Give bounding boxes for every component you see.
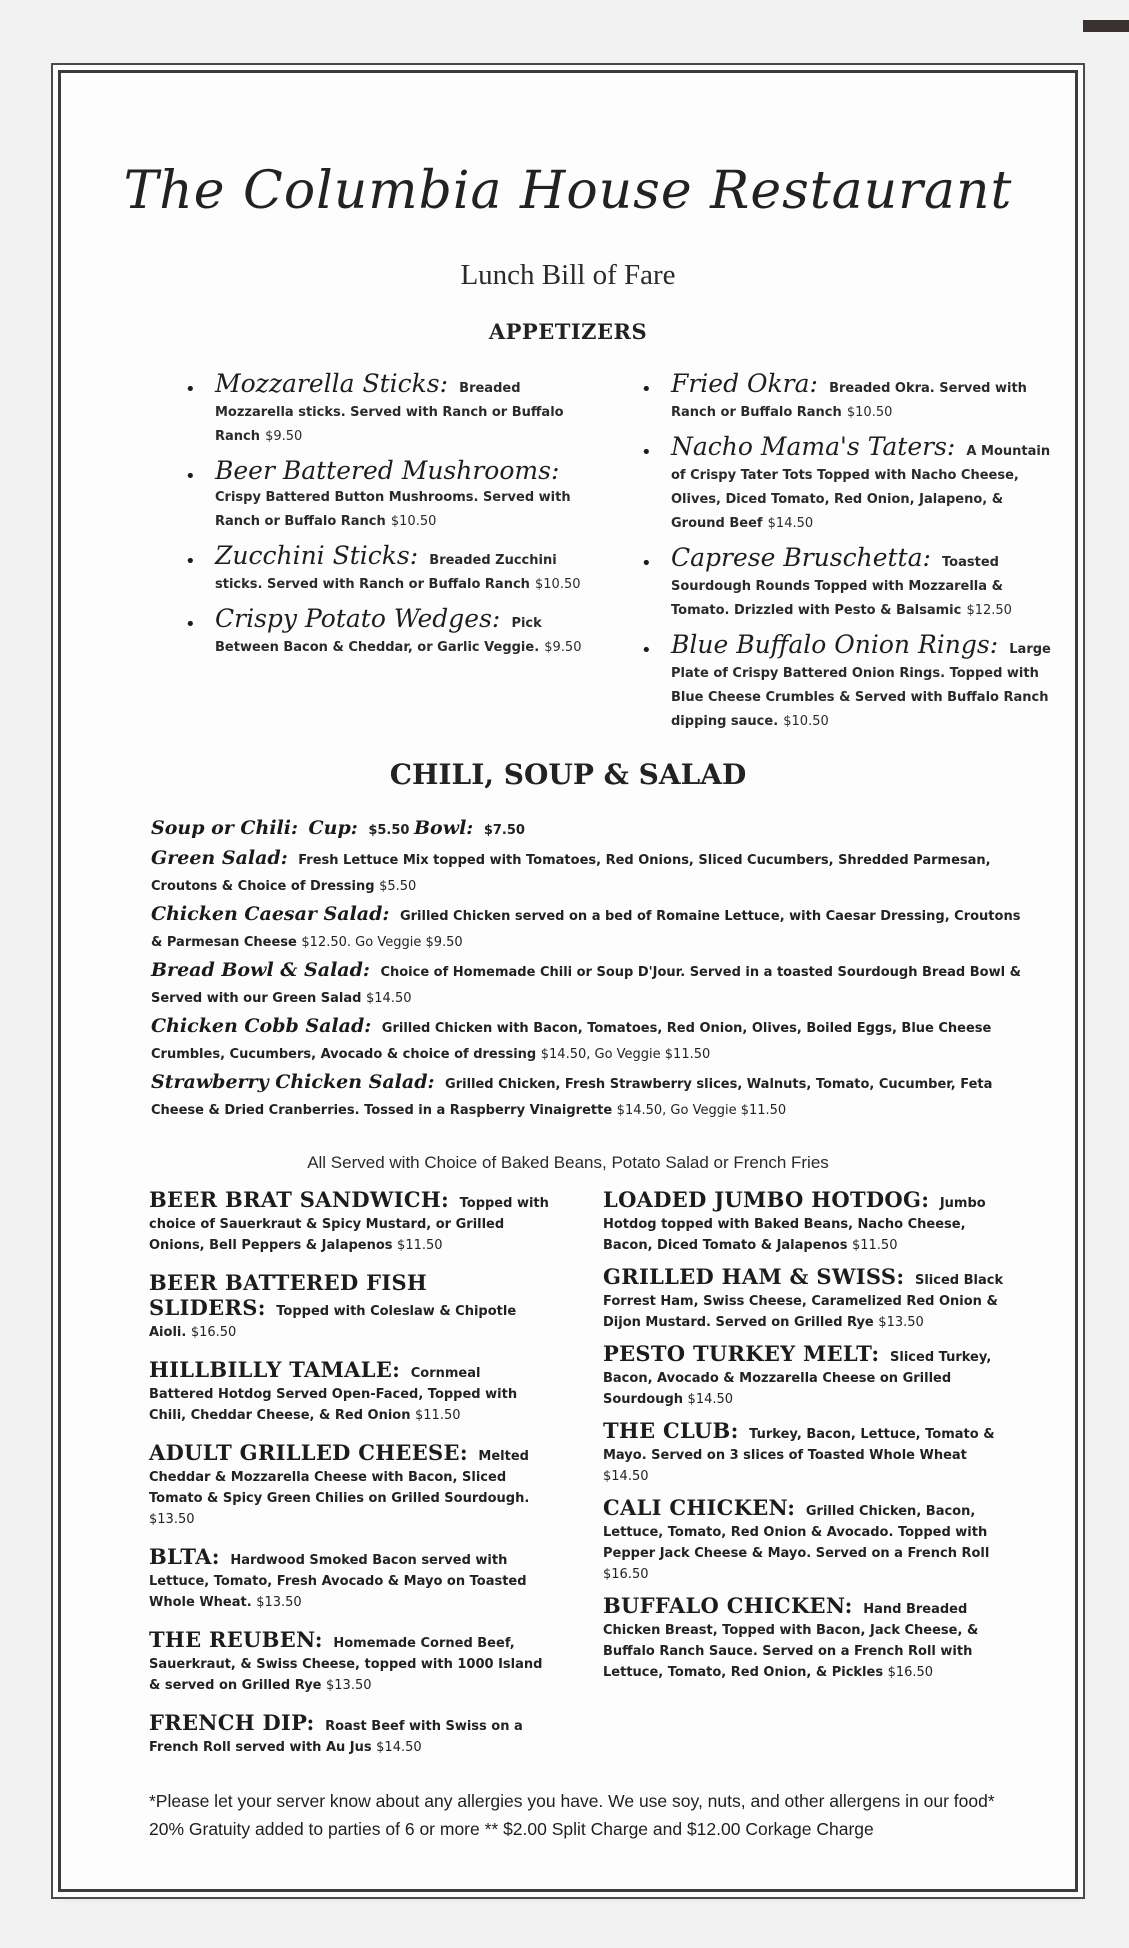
menu-item xyxy=(149,1546,549,1613)
photo-corner-shadow xyxy=(1083,20,1129,32)
menu-item xyxy=(151,845,1031,900)
menu-item xyxy=(149,1442,549,1530)
menu-item xyxy=(641,543,1051,622)
item-price: $13.50 xyxy=(256,1595,302,1610)
bowl-label: Bowl: xyxy=(413,817,474,839)
menu-item xyxy=(603,1266,1013,1333)
item-price: $14.50 xyxy=(376,1740,422,1755)
bullet-icon: • xyxy=(641,640,652,661)
menu-item xyxy=(641,432,1051,535)
item-description: Breaded Zucchini sticks. Served with Ranch or Buffalo Ranch xyxy=(215,553,557,592)
item-name: Blue Buffalo Onion Rings: xyxy=(671,630,999,659)
item-name: Caprese Bruschetta: xyxy=(671,543,931,572)
item-description: Roast Beef with Swiss on a French Roll served with Au Jus xyxy=(149,1719,523,1755)
menu-item xyxy=(185,604,587,659)
item-description: Crispy Battered Button Mushrooms. Served with Ranch or Buffalo Ranch xyxy=(215,490,571,529)
item-description: Grilled Chicken with Bacon, Tomatoes, Red Onion, Olives, Boiled Eggs, Blue Cheese Crumbles, Cucumbers, Avocado & choice of dressing xyxy=(151,1021,992,1062)
item-description: Sliced Black Forrest Ham, Swiss Cheese, Caramelized Red Onion & Dijon Mustard. Served on Grilled Rye xyxy=(603,1273,1004,1330)
item-name: HILLBILLY TAMALE: xyxy=(149,1357,401,1382)
item-description: Breaded Mozzarella sticks. Served with Ranch or Buffalo Ranch xyxy=(215,381,564,444)
item-description: Cornmeal Battered Hotdog Served Open-Faced, Topped with Chili, Cheddar Cheese, & Red Onion xyxy=(149,1366,518,1423)
item-price: $9.50 xyxy=(265,429,303,444)
item-description: Jumbo Hotdog topped with Baked Beans, Nacho Cheese, Bacon, Diced Tomato & Jalapenos xyxy=(603,1196,986,1253)
item-price: $14.50, Go Veggie $11.50 xyxy=(540,1047,711,1062)
menu-item xyxy=(641,630,1051,733)
item-description: Hardwood Smoked Bacon served with Lettuce, Tomato, Fresh Avocado & Mayo on Toasted Whole Wheat. xyxy=(149,1553,527,1610)
item-name: FRENCH DIP: xyxy=(149,1710,315,1735)
item-price: $12.50. Go Veggie $9.50 xyxy=(301,935,463,950)
item-description: Grilled Chicken, Fresh Strawberry slices, Walnuts, Tomato, Cucumber, Feta Cheese & Dried Cranberries. Tossed in a Raspberry Vinaigrette xyxy=(151,1077,993,1118)
chili-soup-salad-list xyxy=(151,815,1031,1125)
item-price: $5.50 xyxy=(379,879,417,894)
menu-item xyxy=(603,1420,1013,1487)
menu-item xyxy=(151,815,1031,844)
menu-item xyxy=(149,1359,549,1426)
bullet-icon: • xyxy=(641,442,652,463)
appetizers-heading: APPETIZERS xyxy=(488,319,648,344)
item-price: $11.50 xyxy=(415,1408,461,1423)
item-price: $13.50 xyxy=(326,1678,372,1693)
item-description: Toasted Sourdough Rounds Topped with Mozzarella & Tomato. Drizzled with Pesto & Balsamic xyxy=(671,555,1003,618)
item-name: Fried Okra: xyxy=(671,369,818,398)
item-price: $13.50 xyxy=(149,1512,195,1527)
menu-item xyxy=(151,1069,1031,1124)
item-price: $11.50 xyxy=(397,1238,443,1253)
item-name: Strawberry Chicken Salad: xyxy=(151,1071,435,1093)
menu-item xyxy=(603,1497,1013,1585)
item-name: CALI CHICKEN: xyxy=(603,1495,796,1520)
sandwiches-left-column xyxy=(149,1189,549,1774)
menu-item xyxy=(185,369,587,448)
item-description: Topped with choice of Sauerkraut & Spicy Mustard, or Grilled Onions, Bell Peppers & Jalapenos xyxy=(149,1196,549,1253)
item-description: Homemade Corned Beef, Sauerkraut, & Swiss Cheese, topped with 1000 Island & served on Grilled Rye xyxy=(149,1636,543,1693)
item-name: BEER BRAT SANDWICH: xyxy=(149,1187,450,1212)
item-name: THE CLUB: xyxy=(603,1418,739,1443)
bullet-icon: • xyxy=(641,553,652,574)
item-price: $11.50 xyxy=(851,1238,898,1253)
item-price: $16.50 xyxy=(603,1567,649,1582)
appetizers-right-column xyxy=(641,369,1051,745)
item-description: Hand Breaded Chicken Breast, Topped with Bacon, Jack Cheese, & Buffalo Ranch Sauce. Served on a French Roll with Lettuce, Tomato, Red Onion, & Pickles xyxy=(603,1602,979,1680)
item-name: Zucchini Sticks: xyxy=(215,541,419,570)
item-price: $14.50 xyxy=(767,516,814,531)
restaurant-name: The Columbia House Restaurant xyxy=(123,161,1013,221)
menu-item xyxy=(151,901,1031,956)
item-price: $14.50 xyxy=(603,1469,649,1484)
chili-soup-salad-heading: CHILI, SOUP & SALAD xyxy=(389,758,747,791)
item-name: LOADED JUMBO HOTDOG: xyxy=(603,1187,930,1212)
bullet-icon: • xyxy=(185,614,196,635)
cup-label: Cup: xyxy=(308,817,358,839)
item-description: Pick Between Bacon & Cheddar, or Garlic Veggie. xyxy=(215,616,542,655)
item-price: $14.50 xyxy=(687,1392,734,1407)
item-name: BLTA: xyxy=(149,1544,220,1569)
menu-item xyxy=(603,1595,1013,1683)
item-description: Breaded Okra. Served with Ranch or Buffalo Ranch xyxy=(671,381,1027,420)
item-price: $13.50 xyxy=(878,1315,924,1330)
item-name: Bread Bowl & Salad: xyxy=(151,959,370,981)
item-name: BEER BATTERED FISH SLIDERS: xyxy=(149,1270,428,1320)
item-description: Choice of Homemade Chili or Soup D'Jour. Served in a toasted Sourdough Bread Bowl & Served with our Green Salad xyxy=(151,965,1021,1006)
item-name: Chicken Cobb Salad: xyxy=(151,1015,372,1037)
menu-item xyxy=(185,456,587,533)
item-name: Nacho Mama's Taters: xyxy=(671,432,956,461)
menu-page xyxy=(58,70,1078,1892)
sandwiches-right-column xyxy=(603,1189,1013,1693)
bullet-icon: • xyxy=(185,466,196,487)
item-name: Mozzarella Sticks: xyxy=(215,369,449,398)
appetizers-left-column xyxy=(185,369,587,671)
item-name: Crispy Potato Wedges: xyxy=(215,604,501,633)
menu-item xyxy=(149,1712,549,1758)
menu-item xyxy=(603,1343,1013,1410)
bullet-icon: • xyxy=(641,379,652,400)
menu-item xyxy=(149,1272,549,1343)
menu-item xyxy=(149,1189,549,1256)
item-name: GRILLED HAM & SWISS: xyxy=(603,1264,905,1289)
menu-subtitle: Lunch Bill of Fare xyxy=(460,259,676,291)
menu-item xyxy=(149,1629,549,1696)
item-name: PESTO TURKEY MELT: xyxy=(603,1341,880,1366)
item-price: $16.50 xyxy=(190,1325,237,1340)
item-price: $14.50 xyxy=(366,991,412,1006)
menu-item xyxy=(185,541,587,596)
item-description: Melted Cheddar & Mozzarella Cheese with Bacon, Sliced Tomato & Spicy Green Chilies on Grilled Sourdough. xyxy=(149,1449,530,1506)
item-description: A Mountain of Crispy Tater Tots Topped with Nacho Cheese, Olives, Diced Tomato, Red Onion, Jalapeno, & Ground Beef xyxy=(671,444,1051,531)
item-price: $12.50 xyxy=(966,603,1012,618)
item-description: Sliced Turkey, Bacon, Avocado & Mozzarella Cheese on Grilled Sourdough xyxy=(603,1350,992,1407)
item-description: Grilled Chicken served on a bed of Romaine Lettuce, with Caesar Dressing, Croutons & Parmesan Cheese xyxy=(151,909,1021,950)
item-description: Topped with Coleslaw & Chipotle Aioli. xyxy=(149,1304,517,1340)
bullet-icon: • xyxy=(185,551,196,572)
item-name: Green Salad: xyxy=(151,847,288,869)
item-price: $10.50 xyxy=(390,514,437,529)
menu-item xyxy=(641,369,1051,424)
menu-item xyxy=(603,1189,1013,1256)
sides-note: All Served with Choice of Baked Beans, Potato Salad or French Fries xyxy=(307,1153,829,1172)
bullet-icon: • xyxy=(185,379,196,400)
item-price: $16.50 xyxy=(887,1665,934,1680)
item-price: $10.50 xyxy=(535,577,581,592)
item-name: Chicken Caesar Salad: xyxy=(151,903,390,925)
cup-price: $5.50 xyxy=(368,823,410,838)
item-description: Large Plate of Crispy Battered Onion Rings. Topped with Blue Cheese Crumbles & Served with Buffalo Ranch dipping sauce. xyxy=(671,642,1051,729)
item-description: Turkey, Bacon, Lettuce, Tomato & Mayo. Served on 3 slices of Toasted Whole Wheat xyxy=(603,1427,995,1463)
bowl-price: $7.50 xyxy=(483,823,525,838)
allergy-gratuity-note: *Please let your server know about any allergies you have. We use soy, nuts, and other allergens in our food* 20% Gratuity added to parties of 6 or more ** $2.00 Split Charge and $12.00 Corkage Charge xyxy=(149,1791,995,1839)
item-description: Grilled Chicken, Bacon, Lettuce, Tomato, Red Onion & Avocado. Topped with Pepper Jack Cheese & Mayo. Served on a French Roll xyxy=(603,1504,990,1561)
item-description: Fresh Lettuce Mix topped with Tomatoes, Red Onions, Sliced Cucumbers, Shredded Parmesan, Croutons & Choice of Dressing xyxy=(151,853,991,894)
item-price: $10.50 xyxy=(846,405,893,420)
item-name: THE REUBEN: xyxy=(149,1627,323,1652)
item-name: BUFFALO CHICKEN: xyxy=(603,1593,853,1618)
item-price: $10.50 xyxy=(783,714,829,729)
item-price: $9.50 xyxy=(544,640,582,655)
item-name: Soup or Chili: xyxy=(151,817,299,839)
menu-item xyxy=(151,1013,1031,1068)
item-name: Beer Battered Mushrooms: xyxy=(215,456,560,485)
item-price: $14.50, Go Veggie $11.50 xyxy=(616,1103,787,1118)
menu-item xyxy=(151,957,1031,1012)
item-name: ADULT GRILLED CHEESE: xyxy=(149,1440,468,1465)
